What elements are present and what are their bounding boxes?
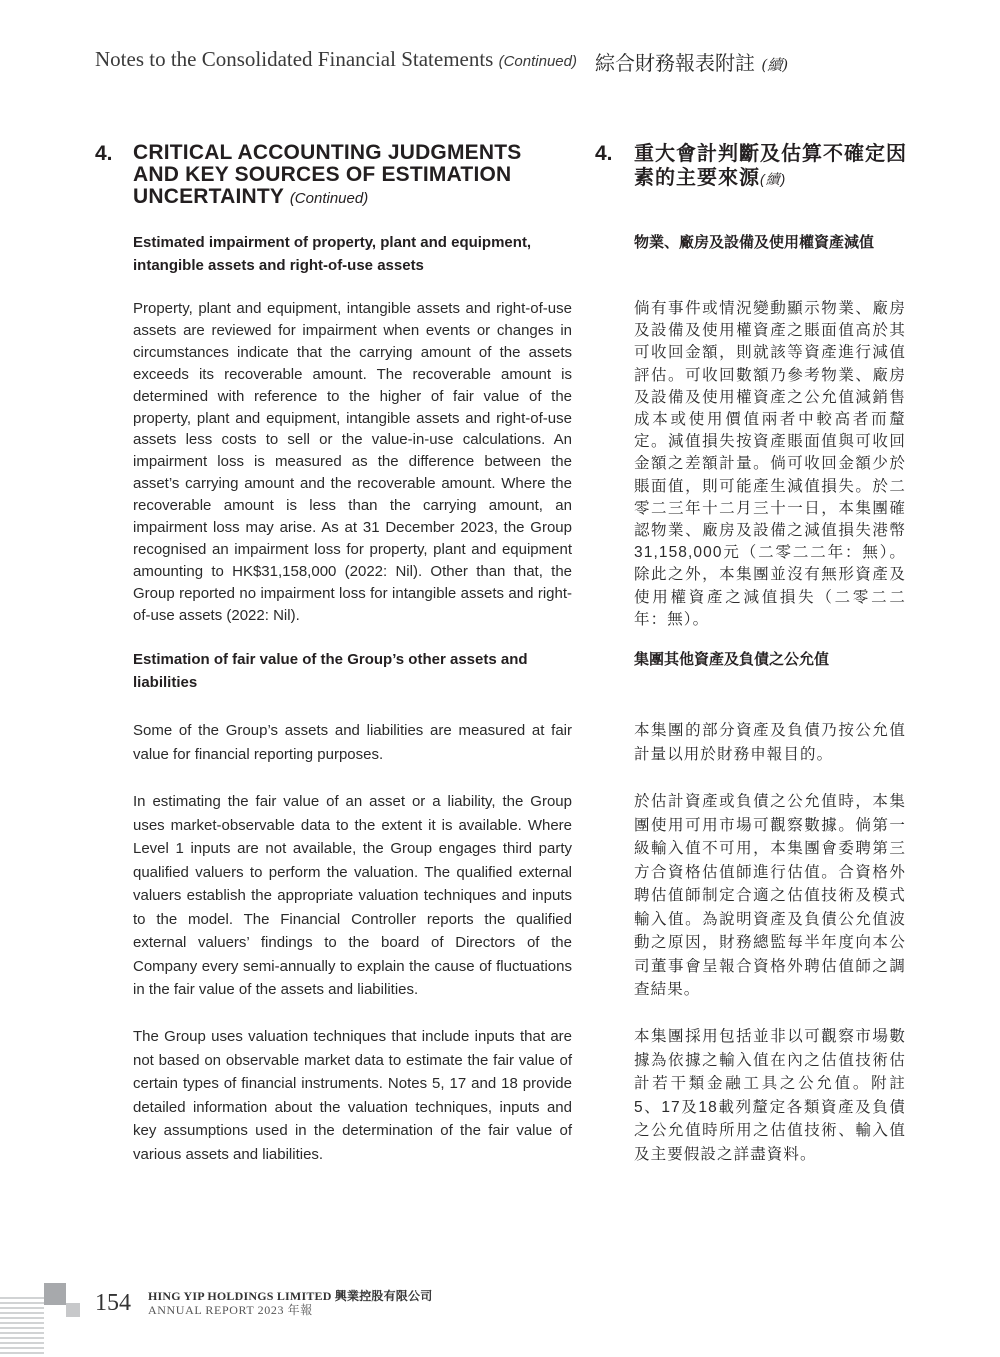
paragraph-fair-value-1-zh: 本集團的部分資產及負債乃按公允值計量以用於財務申報目的。 <box>634 722 906 763</box>
page-number: 154 <box>95 1290 131 1316</box>
paragraph-fair-value-3-en: The Group uses valuation techniques that include inputs that are not based on observable market data to estimate the fair value of certain types of financial instruments. Notes 5, 17 and 18 provide detailed information about the valuation techniques, inputs and key assumptions used in the determination of the fair value of various assets and liabilities. <box>133 1028 572 1163</box>
footer-company-name: HING YIP HOLDINGS LIMITED 興業控股有限公司 <box>148 1289 433 1303</box>
subheading-impairment-en: Estimated impairment of property, plant and equipment, intangible assets and right-of-use assets <box>133 234 532 274</box>
paragraph-impairment-zh: 倘有事件或情況變動顯示物業、廠房及設備及使用權資產之賬面值高於其可收回金額，則就該等資產進行減值評估。可收回數額乃參考物業、廠房及設備及使用權資產之公允值減銷售成本或使用價值兩者中較高者而釐定。減值損失按資產賬面值與可收回金額之差額計量。倘可收回金額少於賬面值，則可能產生減值損失。於二零二三年十二月三十一日，本集團確認物業、廠房及設備之減值損失港幣31,158,000元（二零二二年：無）。除此之外，本集團並沒有無形資產及使用權資產之減值損失（二零二二年：無）。 <box>634 300 906 628</box>
paragraph-fair-value-2-zh: 於估計資產或負債之公允值時，本集團使用可用市場可觀察數據。倘第一級輸入值不可用，本集團會委聘第三方合資格估值師進行估值。合資格外聘估值師制定合適之估值技術及模式輸入值。為說明資產及負債公允值波動之原因，財務總監每半年度向本公司董事會呈報合資格外聘估值師之調查結果。 <box>634 793 906 998</box>
paragraph-fair-value-2-en: In estimating the fair value of an asset or a liability, the Group uses market-observable data to the extent it is available. Where Level 1 inputs are not available, the Group engages third party qualified valuers to perform the valuation. The qualified external valuers establish the appropriate valuation techniques and inputs to the model. The Financial Controller reports the qualified external valuers’ findings to the board of Directors of the Company every semi-annually to explain the cause of fluctuations in the fair value of the assets and liabilities. <box>133 793 572 998</box>
section-title-en: CRITICAL ACCOUNTING JUDGMENTS AND KEY SOURCES OF ESTIMATION UNCERTAINTY (Continued) <box>133 141 522 208</box>
subheading-impairment-zh: 物業、廠房及設備及使用權資產減值 <box>634 234 875 251</box>
section-number-zh: 4. <box>595 142 613 165</box>
section-number-en: 4. <box>95 142 113 165</box>
running-header-zh: 綜合財務報表附註 (續) <box>595 51 789 75</box>
running-header-en: Notes to the Consolidated Financial Statements (Continued) <box>95 47 577 71</box>
footer-decoration-graphic <box>0 1283 82 1357</box>
footer-report-title: ANNUAL REPORT 2023 年報 <box>148 1303 313 1317</box>
paragraph-impairment-en: Property, plant and equipment, intangible assets and right-of-use assets are reviewed for impairment when events or changes in circumstances indicate that the carrying amount of the assets exceeds its recoverable amount. The recoverable amount is determined with reference to the higher of fair value of the property, plant and equipment, intangible assets and right-of-use assets less costs to sell or the value-in-use calculations. An impairment loss is measured as the difference between the asset’s carrying amount and the recoverable amount. Where the recoverable amount is less than the carrying amount, an impairment loss may arise. As at 31 December 2023, the Group recognised an impairment loss for property, plant and equipment amounting to HK$31,158,000 (2022: Nil). Other than that, the Group reported no impairment loss for intangible assets and right-of-use assets (2022: Nil). <box>133 300 572 624</box>
paragraph-fair-value-3-zh: 本集團採用包括並非以可觀察市場數據為依據之輸入值在內之估值技術估計若干類金融工具之公允值。附註5、17及18載列釐定各類資產及負債之公允值時所用之估值技術、輸入值及主要假設之詳盡資料。 <box>634 1028 906 1163</box>
subheading-fair-value-en: Estimation of fair value of the Group’s other assets and liabilities <box>133 651 528 691</box>
section-title-zh: 重大會計判斷及估算不確定因素的主要來源(續) <box>634 143 907 189</box>
subheading-fair-value-zh: 集團其他資產及負債之公允值 <box>634 651 830 668</box>
paragraph-fair-value-1-en: Some of the Group’s assets and liabilities are measured at fair value for financial reporting purposes. <box>133 722 572 763</box>
